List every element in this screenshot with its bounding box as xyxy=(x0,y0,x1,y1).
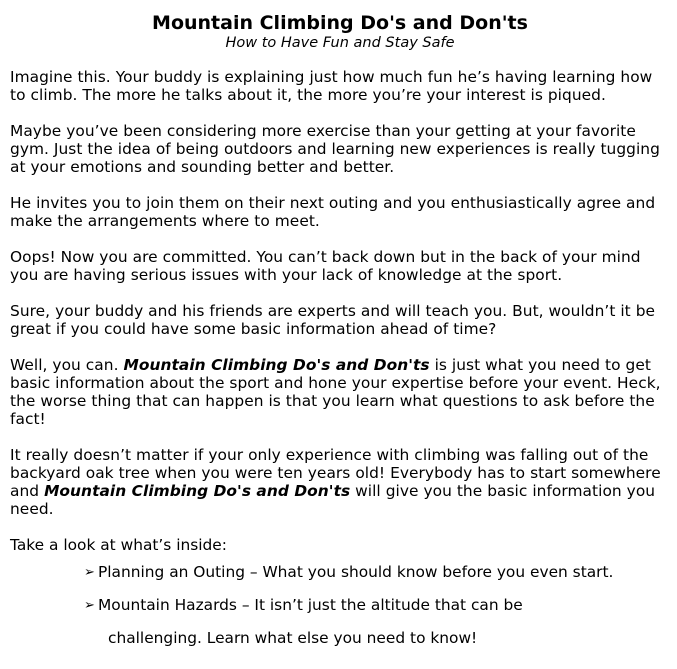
paragraph-text: is just what you need to get basic information about the sport and hone your expertise before your event. Heck, the worse thing that can happen is that you learn what questions to ask before the fact! xyxy=(10,356,661,428)
page-subtitle: How to Have Fun and Stay Safe xyxy=(225,35,455,51)
paragraph-exercise: Maybe you’ve been considering more exercise than your getting at your favorite gym. Just the idea of being outdoors and learning new experiences is really tugging at your emotions and sounding better and better. xyxy=(10,122,660,176)
page-title: Mountain Climbing Do's and Don'ts xyxy=(152,12,528,34)
paragraph-text: Well, you can. xyxy=(10,356,124,374)
paragraph-invite: He invites you to join them on their next outing and you enthusiastically agree and make the arrangements where to meet. xyxy=(10,194,656,230)
book-title-emphasis: Mountain Climbing Do's and Don'ts xyxy=(123,356,430,374)
arrow-bullet-icon: ➢ xyxy=(84,598,95,613)
list-item xyxy=(84,589,670,655)
inside-intro: Take a look at what’s inside: xyxy=(10,536,227,554)
paragraph-experts: Sure, your buddy and his friends are experts and will teach you. But, wouldn’t it be great if you could have some basic information ahead of time? xyxy=(10,302,656,338)
paragraph-text: will give you the basic information you need. xyxy=(10,482,656,518)
paragraph-text: It really doesn’t matter if your only experience with climbing was falling out of the backyard oak tree when you were ten years old! Everybody has to start somewhere and xyxy=(10,446,661,500)
paragraph-doesnt-matter xyxy=(10,446,670,518)
paragraph-imagine: Imagine this. Your buddy is explaining just how much fun he’s having learning how to climb. The more he talks about it, the more you’re your interest is piqued. xyxy=(10,68,653,104)
list-item-text-continued: challenging. Learn what else you need to know! xyxy=(108,629,478,647)
list-item-text: Planning an Outing – What you should know before you even start. xyxy=(98,563,614,581)
list-item-text: Mountain Hazards – It isn’t just the altitude that can be xyxy=(98,596,523,614)
paragraph-well-you-can xyxy=(10,356,670,428)
book-title-emphasis: Mountain Climbing Do's and Don'ts xyxy=(44,482,351,500)
document-page xyxy=(10,12,670,655)
list-item xyxy=(84,556,670,589)
contents-list xyxy=(10,556,670,655)
paragraph-committed: Oops! Now you are committed. You can’t back down but in the back of your mind you are having serious issues with your lack of knowledge at the sport. xyxy=(10,248,641,284)
arrow-bullet-icon: ➢ xyxy=(84,565,95,580)
